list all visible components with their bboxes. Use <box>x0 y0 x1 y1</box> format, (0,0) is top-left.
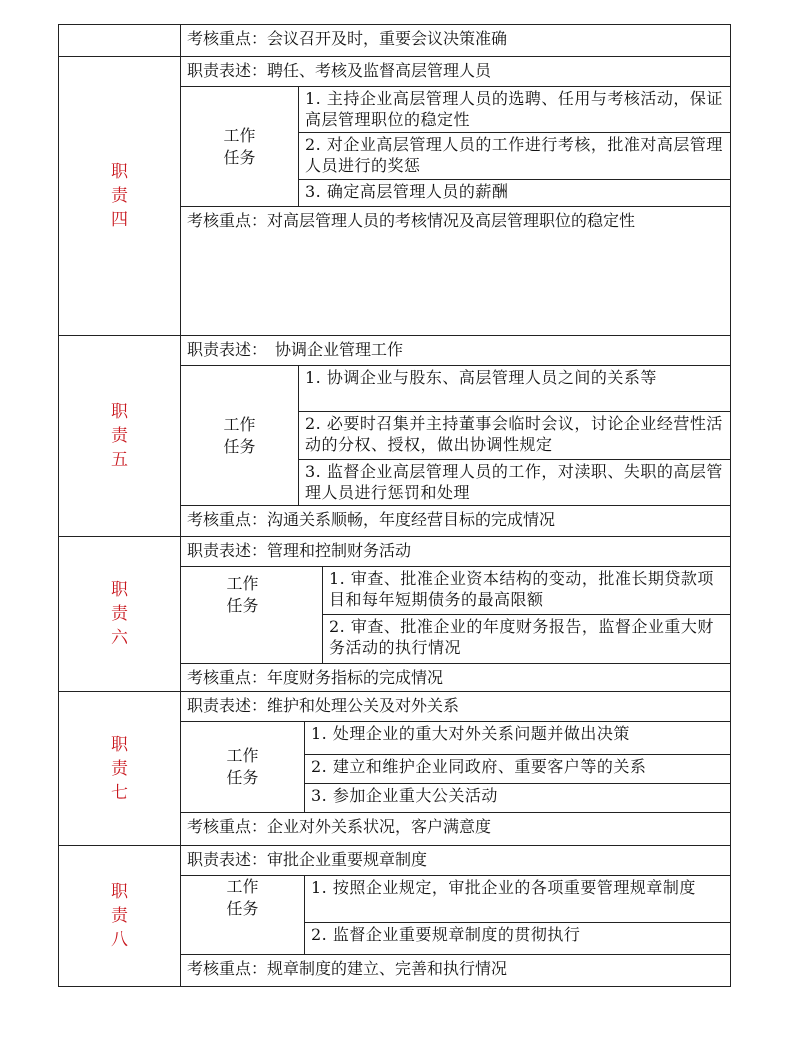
assessment-key-row: 考核重点：企业对外关系状况，客户满意度 <box>187 817 492 836</box>
task-item: 2. 对企业高层管理人员的工作进行考核，批准对高层管理人员进行的奖惩 <box>299 133 730 180</box>
duty-block <box>58 336 731 537</box>
work-tasks-label-line: 工作 <box>226 746 259 765</box>
task-item: 3. 参加企业重大公关活动 <box>311 786 498 805</box>
label-char: 职 <box>111 882 128 902</box>
assessment-key-row: 考核重点：规章制度的建立、完善和执行情况 <box>187 959 508 978</box>
assessment-key-row: 考核重点：会议召开及时，重要会议决策准确 <box>187 29 508 48</box>
task-item: 2. 监督企业重要规章制度的贯彻执行 <box>311 925 581 944</box>
work-tasks <box>181 876 730 955</box>
duty-description-row: 职责表述：维护和处理公关及对外关系 <box>181 692 730 722</box>
task-item: 1. 处理企业的重大对外关系问题并做出决策 <box>305 722 730 755</box>
label-char: 八 <box>111 930 128 950</box>
label-char: 职 <box>111 162 128 182</box>
label-char: 职 <box>111 580 128 600</box>
assessment-key-row: 考核重点：沟通关系顺畅，年度经营目标的完成情况 <box>187 510 556 529</box>
work-tasks <box>181 722 730 813</box>
work-tasks-label-line: 工作 <box>226 574 259 593</box>
duty-label <box>59 57 181 335</box>
duty-label <box>59 336 181 536</box>
task-item: 1. 按照企业规定，审批企业的各项重要管理规章制度 <box>305 876 730 923</box>
work-tasks <box>181 567 730 664</box>
label-char: 责 <box>111 604 128 624</box>
task-item: 1. 审查、批准企业资本结构的变动，批准长期贷款项目和每年短期债务的最高限额 <box>323 567 730 615</box>
duty-description-row: 职责表述：审批企业重要规章制度 <box>181 846 730 876</box>
task-item: 2. 必要时召集并主持董事会临时会议，讨论企业经营性活动的分权、授权，做出协调性规定 <box>299 412 730 460</box>
work-tasks-label-line: 任务 <box>226 768 259 787</box>
label-char: 五 <box>111 450 128 470</box>
label-char: 职 <box>111 734 128 755</box>
work-tasks-label-line: 工作 <box>223 414 256 434</box>
duty-content <box>181 537 730 691</box>
work-tasks-label <box>181 722 305 812</box>
task-list <box>305 876 730 954</box>
label-char: 责 <box>111 426 128 446</box>
label-char: 责 <box>111 906 128 926</box>
duty-label <box>59 692 181 845</box>
duty-content <box>181 57 730 335</box>
assessment-key-row: 考核重点：对高层管理人员的考核情况及高层管理职位的稳定性 <box>187 211 636 230</box>
duty-content <box>181 336 730 536</box>
work-tasks-label-text <box>226 573 258 617</box>
work-tasks <box>181 87 730 207</box>
work-tasks-label-line: 工作 <box>226 877 259 896</box>
work-tasks-label-text <box>226 876 258 920</box>
label-char: 职 <box>111 402 128 422</box>
duty-block <box>58 57 731 336</box>
task-list <box>323 567 730 663</box>
work-tasks-label-line: 任务 <box>223 436 256 456</box>
task-list <box>299 87 730 206</box>
duty-block <box>58 846 731 987</box>
duty-table <box>58 24 731 987</box>
task-list <box>299 366 730 505</box>
work-tasks-label-line: 任务 <box>223 147 256 167</box>
label-char: 四 <box>111 210 128 230</box>
task-item: 2. 建立和维护企业同政府、重要客户等的关系 <box>305 755 730 784</box>
work-tasks-label <box>181 87 299 206</box>
duty-label <box>59 846 181 986</box>
work-tasks-label-line: 任务 <box>226 899 259 918</box>
work-tasks-label-text <box>223 414 255 458</box>
assessment-key-row: 考核重点：年度财务指标的完成情况 <box>187 668 444 687</box>
task-item: 3. 监督企业高层管理人员的工作，对渎职、失职的高层管理人员进行惩罚和处理 <box>305 462 723 502</box>
label-char: 责 <box>111 186 128 206</box>
label-char: 责 <box>111 758 128 779</box>
work-tasks-label <box>181 567 323 663</box>
work-tasks-label <box>181 366 299 505</box>
duty-block <box>58 692 731 846</box>
work-tasks-label <box>181 876 305 954</box>
work-tasks-label-line: 任务 <box>226 596 259 615</box>
work-tasks <box>181 366 730 506</box>
task-item: 3. 确定高层管理人员的薪酬 <box>305 182 509 201</box>
duty-content <box>181 25 730 56</box>
work-tasks-label-text <box>226 745 258 789</box>
task-item: 2. 审查、批准企业的年度财务报告，监督企业重大财务活动的执行情况 <box>329 617 714 657</box>
duty-description-row: 职责表述：管理和控制财务活动 <box>181 537 730 567</box>
duty-block <box>58 24 731 57</box>
label-char: 六 <box>111 628 128 648</box>
duty-content <box>181 846 730 986</box>
task-item: 1. 主持企业高层管理人员的选聘、任用与考核活动，保证高层管理职位的稳定性 <box>299 87 730 133</box>
work-tasks-label-text <box>223 125 255 169</box>
duty-block <box>58 537 731 692</box>
duty-label <box>59 537 181 691</box>
duty-label <box>59 25 181 56</box>
duty-description-row: 职责表述： 协调企业管理工作 <box>181 336 730 366</box>
duty-content <box>181 692 730 845</box>
label-char: 七 <box>111 782 128 803</box>
work-tasks-label-line: 工作 <box>223 125 256 145</box>
duty-description-row: 职责表述：聘任、考核及监督高层管理人员 <box>181 57 730 87</box>
task-item: 1. 协调企业与股东、高层管理人员之间的关系等 <box>299 366 730 412</box>
task-list <box>305 722 730 812</box>
